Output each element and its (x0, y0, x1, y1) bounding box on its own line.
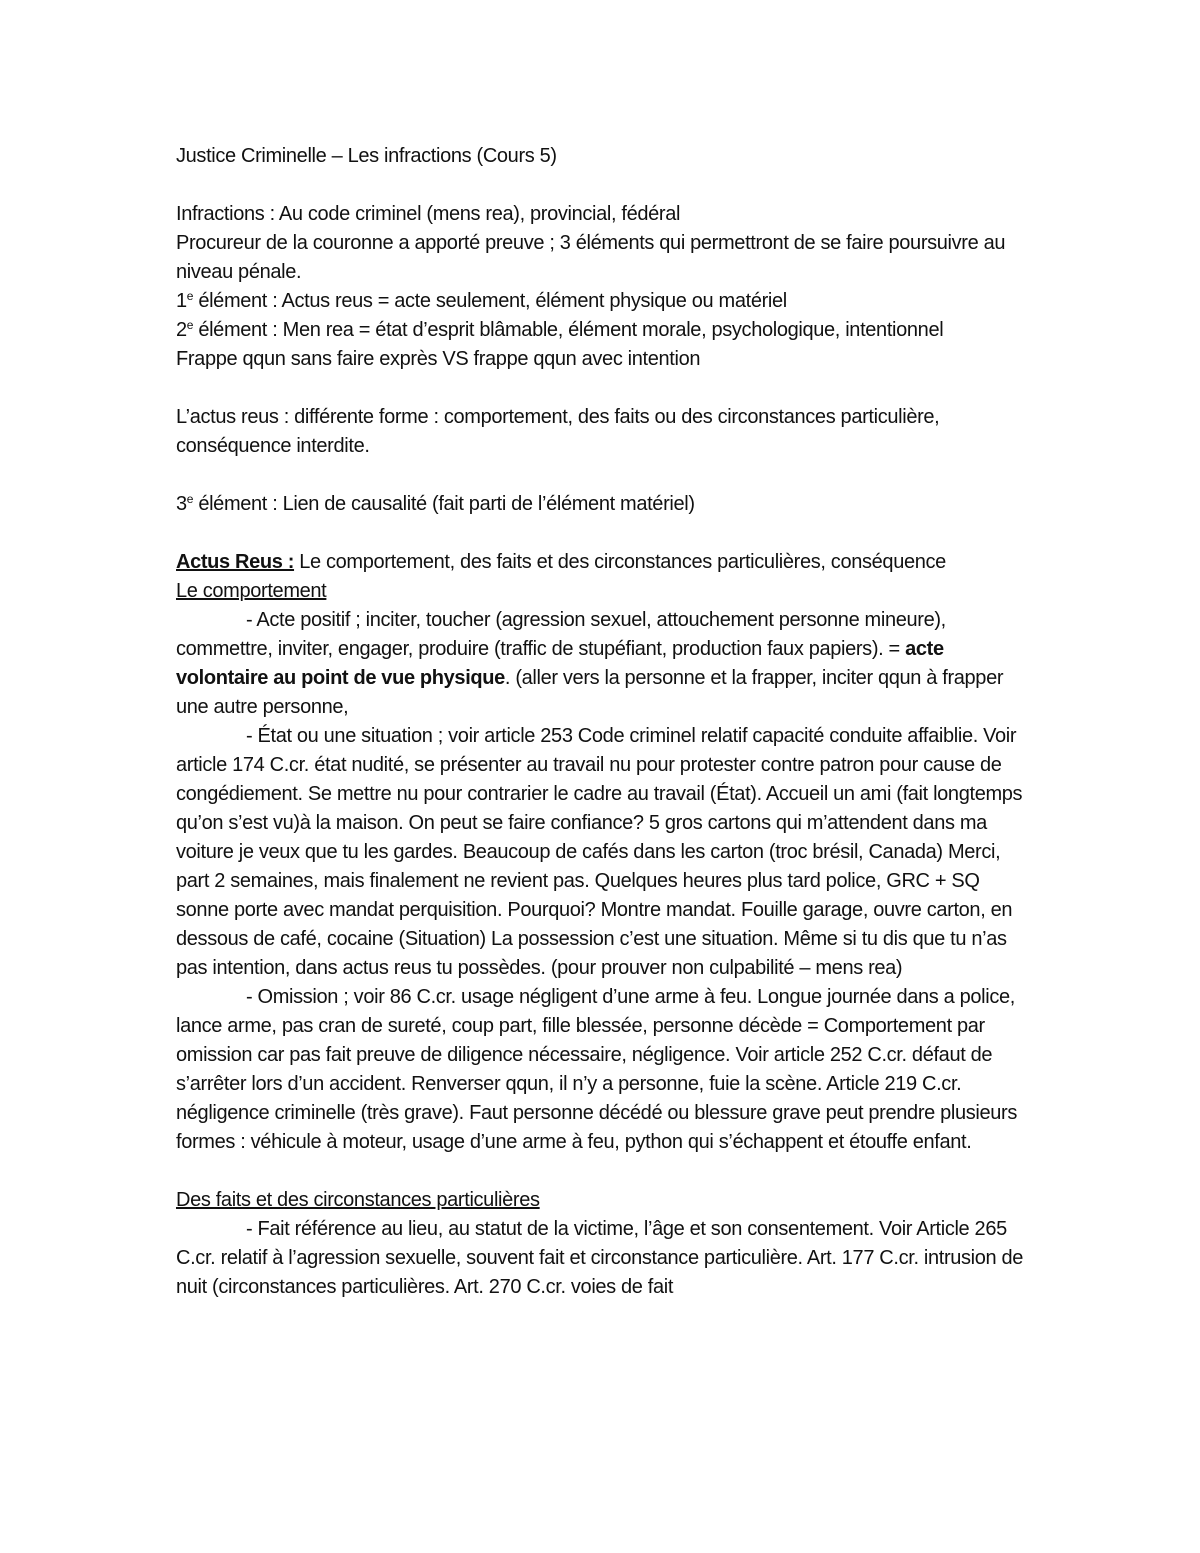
procureur-line: Procureur de la couronne a apporté preuve ; 3 éléments qui permettront de se faire poursuivre au niveau pénale. (176, 232, 1006, 283)
acte-positif-text-1: - Acte positif ; inciter, toucher (agression sexuel, attouchement personne mineure), commettre, inviter, engager, produire (traffic de stupéfiant, production faux papiers). = (176, 609, 946, 660)
blank-line (176, 519, 1036, 548)
acte-positif-paragraph (176, 606, 1036, 722)
element-1-text: élément : Actus reus = acte seulement, élément physique ou matériel (193, 290, 787, 312)
blank-line (176, 1157, 1036, 1186)
element-2-text: élément : Men rea = état d’esprit blâmable, élément morale, psychologique, intentionnel (193, 319, 944, 341)
element-1-superscript: e (186, 289, 194, 303)
etat-situation-paragraph: - État ou une situation ; voir article 253 Code criminel relatif capacité conduite affaiblie. Voir article 174 C.cr. état nudité, se présenter au travail nu pour protester contre patron pour cause de congédiement. Se mettre nu pour contrarier le cadre au travail (État). Accueil un ami (fait longtemps qu’on s’est vu)à la maison. On peut se faire confiance? 5 gros cartons qui m’attendent dans ma voiture je veux que tu les gardes. Beaucoup de cafés dans les carton (troc brésil, Canada) Merci, part 2 semaines, mais finalement ne revient pas. Quelques heures plus tard police, GRC + SQ sonne porte avec mandat perquisition. Pourquoi? Montre mandat. Fouille garage, ouvre carton, en dessous de café, cocaine (Situation) La possession c’est une situation. Même si tu dis que tu n’as pas intention, dans actus reus tu possèdes. (pour prouver non culpabilité – mens rea) (176, 725, 1023, 979)
element-2-number: 2 (176, 319, 187, 341)
acte-positif-bold: acte volontaire au point de vue physique (176, 638, 944, 689)
omission-paragraph: - Omission ; voir 86 C.cr. usage négligent d’une arme à feu. Longue journée dans a police, lance arme, pas cran de sureté, coup part, fille blessée, personne décède = Comportement par omission car pas fait preuve de diligence nécessaire, négligence. Voir article 252 C.cr. défaut de s’arrêter lors d’un accident. Renverser qqun, il n’y a personne, fuie la scène. Article 219 C.cr. négligence criminelle (très grave). Faut personne décédé ou blessure grave peut prendre plusieurs formes : véhicule à moteur, usage d’une arme à feu, python qui s’échappent et étouffe enfant. (176, 986, 1017, 1153)
element-1-number: 1 (176, 290, 187, 312)
blank-line (176, 171, 1036, 200)
actus-reus-heading: Actus Reus : (176, 551, 295, 573)
document-body (176, 142, 1036, 1302)
element-2-line (176, 316, 1036, 345)
faits-circonstances-paragraph: - Fait référence au lieu, au statut de la victime, l’âge et son consentement. Voir Article 265 C.cr. relatif à l’agression sexuelle, souvent fait et circonstance particulière. Art. 177 C.cr. intrusion de nuit (circonstances particulières. Art. 270 C.cr. voies de fait (176, 1218, 1024, 1298)
actus-reus-heading-rest: Le comportement, des faits et des circonstances particulières, conséquence (294, 551, 946, 573)
element-3-line (176, 490, 1036, 519)
element-3-text: élément : Lien de causalité (fait parti de l’élément matériel) (193, 493, 695, 515)
element-3-number: 3 (176, 493, 187, 515)
element-3-superscript: e (186, 492, 194, 506)
blank-line (176, 374, 1036, 403)
infractions-line: Infractions : Au code criminel (mens rea), provincial, fédéral (176, 203, 681, 225)
actus-reus-line (176, 548, 1036, 577)
acte-positif-text-2: . (aller vers la personne et la frapper, inciter qqun à frapper une autre personne, (176, 667, 1004, 718)
element-2-superscript: e (186, 318, 194, 332)
actus-forms-paragraph: L’actus reus : différente forme : comportement, des faits ou des circonstances particulière, conséquence interdite. (176, 406, 940, 457)
comportement-heading: Le comportement (176, 580, 327, 602)
element-1-line (176, 287, 1036, 316)
frappe-line: Frappe qqun sans faire exprès VS frappe qqun avec intention (176, 348, 701, 370)
faits-circonstances-heading: Des faits et des circonstances particulières (176, 1189, 540, 1211)
document-title: Justice Criminelle – Les infractions (Cours 5) (176, 145, 557, 167)
blank-line (176, 461, 1036, 490)
